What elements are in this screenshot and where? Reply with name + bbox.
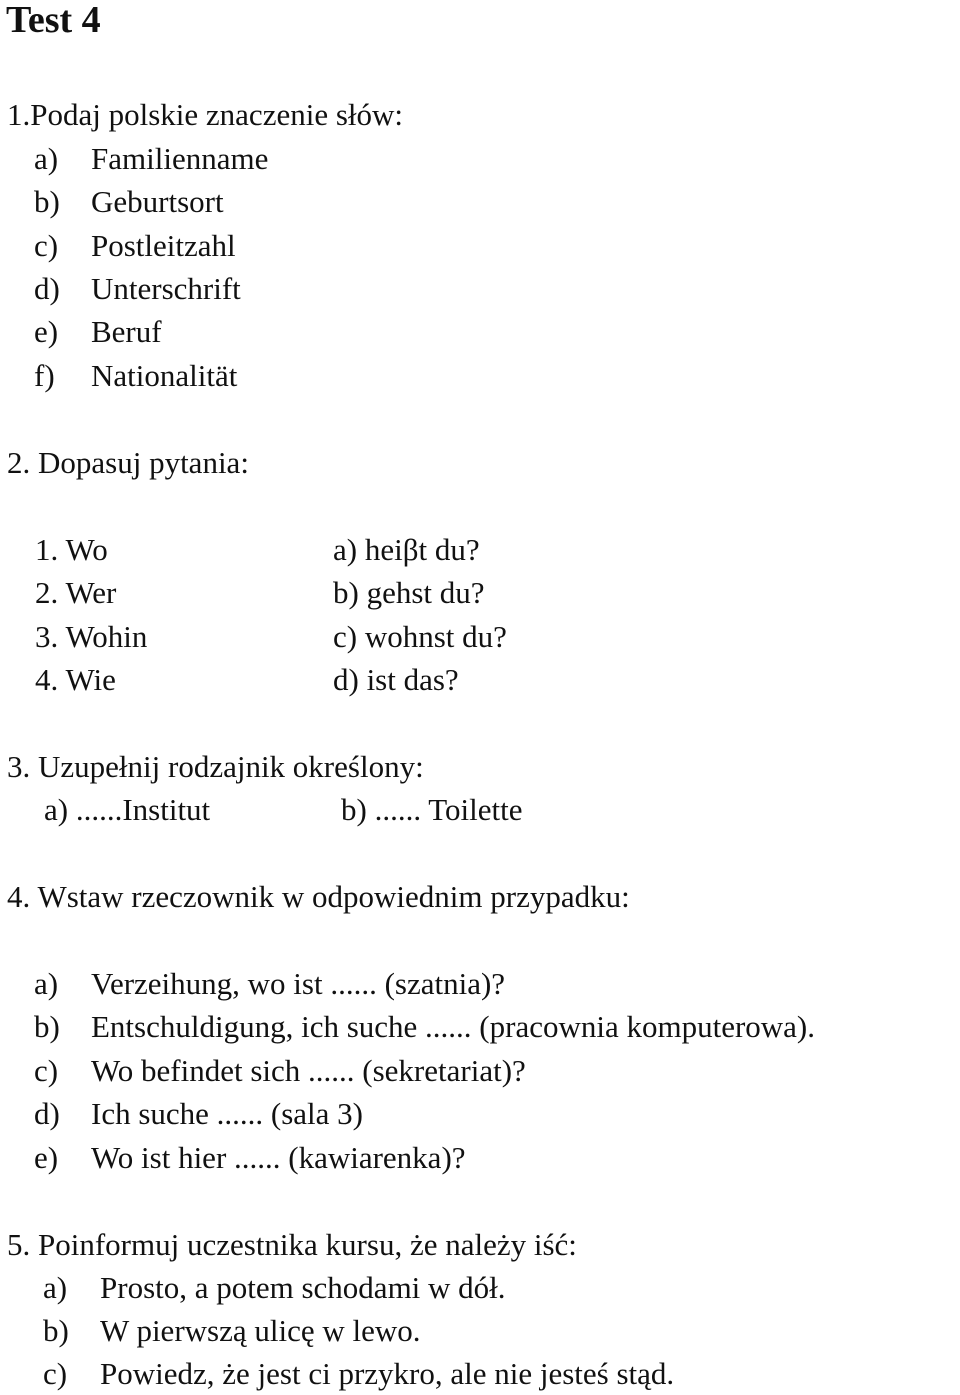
list-item-label: d) xyxy=(34,271,60,306)
list-item-label: e) xyxy=(34,314,59,349)
question-word: 3. Wohin xyxy=(35,619,148,654)
task2-heading: 2. Dopasuj pytania: xyxy=(7,445,249,480)
task1-heading: 1.Podaj polskie znaczenie słów: xyxy=(7,97,404,132)
list-item-text: W pierwszą ulicę w lewo. xyxy=(100,1313,421,1348)
list-item-text: Ich suche ...... (sala 3) xyxy=(91,1096,364,1131)
list-item-label: c) xyxy=(34,1053,59,1088)
question-word: 1. Wo xyxy=(35,532,108,567)
list-item-label: e) xyxy=(34,1140,59,1175)
list-item-label: a) xyxy=(34,966,59,1001)
question-word: 4. Wie xyxy=(35,662,116,697)
list-item-label: a) xyxy=(43,1270,68,1305)
task3-item-a: a) ......Institut xyxy=(44,792,211,827)
question-ending: a) heiβt du? xyxy=(333,532,480,567)
list-item-label: f) xyxy=(34,358,55,393)
list-item-label: b) xyxy=(34,184,60,219)
list-item-text: Postleitzahl xyxy=(91,228,236,263)
list-item-text: Beruf xyxy=(91,314,162,349)
task4-heading: 4. Wstaw rzeczownik w odpowiednim przypadku: xyxy=(7,879,630,914)
list-item-text: Wo ist hier ...... (kawiarenka)? xyxy=(91,1140,466,1175)
list-item-text: Geburtsort xyxy=(91,184,224,219)
list-item-text: Unterschrift xyxy=(91,271,241,306)
question-ending: b) gehst du? xyxy=(333,575,485,610)
list-item-label: a) xyxy=(34,141,59,176)
list-item-label: c) xyxy=(43,1356,68,1391)
question-word: 2. Wer xyxy=(35,575,117,610)
list-item-label: d) xyxy=(34,1096,60,1131)
list-item-text: Verzeihung, wo ist ...... (szatnia)? xyxy=(91,966,506,1001)
task3-heading: 3. Uzupełnij rodzajnik określony: xyxy=(7,749,424,784)
list-item-label: b) xyxy=(34,1009,60,1044)
list-item-text: Entschuldigung, ich suche ...... (pracownia komputerowa). xyxy=(91,1009,816,1044)
task5-heading: 5. Poinformuj uczestnika kursu, że należy iść: xyxy=(7,1227,577,1262)
list-item-label: b) xyxy=(43,1313,69,1348)
list-item-label: c) xyxy=(34,228,59,263)
list-item-text: Nationalität xyxy=(91,358,238,393)
list-item-text: Powiedz, że jest ci przykro, ale nie jesteś stąd. xyxy=(100,1356,675,1391)
list-item-text: Wo befindet sich ...... (sekretariat)? xyxy=(91,1053,526,1088)
task3-item-b: b) ...... Toilette xyxy=(341,792,523,827)
list-item-text: Prosto, a potem schodami w dół. xyxy=(100,1270,506,1305)
page-title: Test 4 xyxy=(6,0,101,41)
list-item-text: Familienname xyxy=(91,141,269,176)
question-ending: c) wohnst du? xyxy=(333,619,507,654)
question-ending: d) ist das? xyxy=(333,662,459,697)
